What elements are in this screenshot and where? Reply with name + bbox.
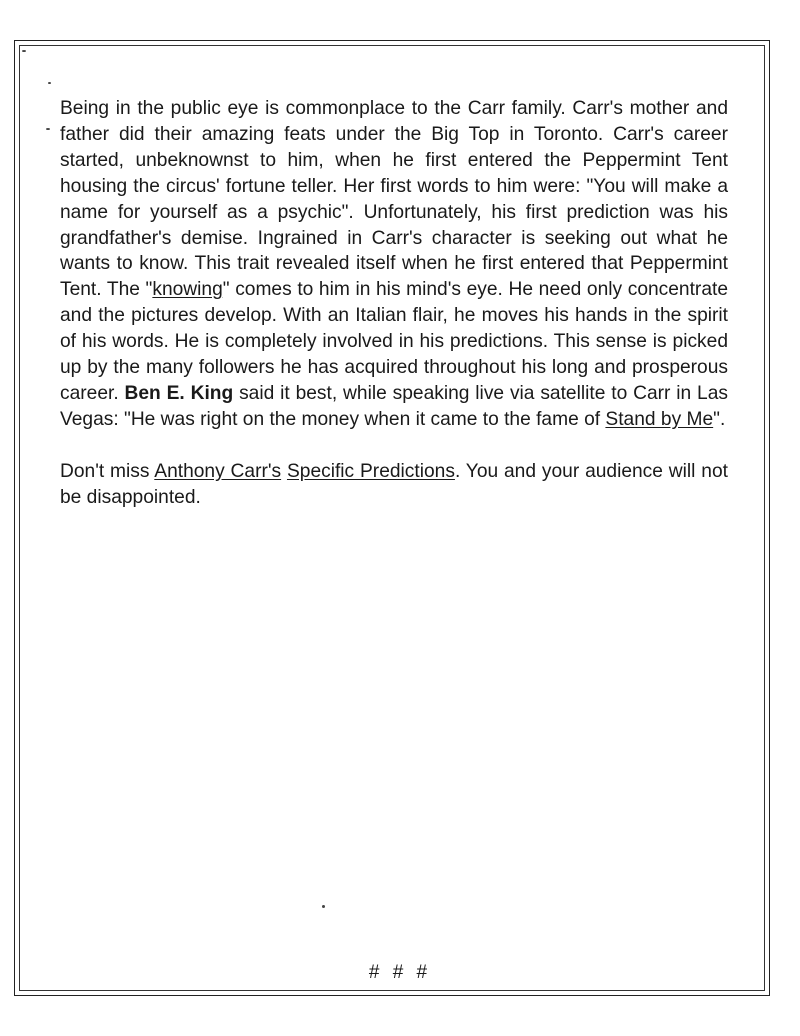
- text-run: . You and your audience will not be disappointed.: [60, 460, 728, 508]
- scan-speck: [48, 82, 51, 84]
- text-run: Don't miss: [60, 460, 155, 482]
- song-title: Stand by Me: [605, 408, 714, 430]
- ben-e-king-name: Ben E. King: [124, 382, 234, 404]
- end-mark: # # #: [368, 962, 432, 983]
- show-title: Specific Predictions: [286, 460, 455, 482]
- biography-paragraph: [60, 96, 728, 433]
- text-run: Being in the public eye is commonplace to the Carr family. Carr's mother and father did their amazing feats under the Big Top in Toronto. Carr's career started, unbeknownst to him, when he first entered the Peppermint Tent housing the circus' fortune teller. Her first words to him were: "You will make a name for yourself as a psychic". Unfortunately, his first prediction was his grandfather's demise. Ingrained in Carr's character is seeking out what he wants to know. This trait revealed itself when he first entered that Peppermint Tent. The ": [60, 98, 728, 301]
- scan-speck: [46, 128, 50, 130]
- closing-paragraph: [60, 459, 728, 511]
- knowing-term: knowing: [152, 279, 223, 301]
- text-run: said it best, while speaking live via satellite to Carr in Las Vegas: "He was right on the money when it came to the fame of: [60, 382, 728, 430]
- text-run: " comes to him in his mind's eye. He need only concentrate and the pictures develop. With an Italian flair, he moves his hands in the spirit of his words. He is completely involved in his predictions. This sense is picked up by the many followers he has acquired throughout his long and prosperous career.: [60, 279, 728, 404]
- anthony-carr-name: Anthony Carr's: [154, 460, 282, 482]
- text-run: ".: [713, 408, 726, 430]
- scan-speck: [322, 905, 325, 908]
- document-body: [60, 96, 728, 511]
- scan-speck: [22, 50, 26, 52]
